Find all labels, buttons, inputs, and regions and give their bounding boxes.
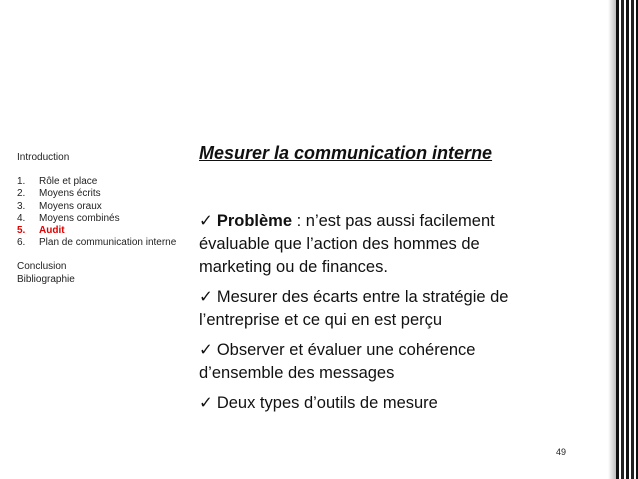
- toc-item-number: 5.: [17, 225, 26, 237]
- bullet-list: [199, 210, 549, 422]
- decorative-right-border: [616, 0, 638, 479]
- page-number: 49: [556, 447, 567, 457]
- toc-item-label: Audit: [39, 225, 65, 237]
- toc-item-label: Moyens écrits: [39, 188, 101, 200]
- toc-item-plan: [17, 237, 177, 249]
- checkmark-icon: ✓: [199, 341, 213, 359]
- toc-bibliography: Bibliographie: [17, 273, 75, 285]
- toc-item-number: 1.: [17, 176, 26, 188]
- bullet-text: Observer et évaluer une cohérence d’ensemble des messages: [199, 341, 476, 382]
- checkmark-icon: ✓: [199, 212, 213, 230]
- checkmark-icon: ✓: [199, 394, 213, 412]
- bullet-text: Deux types d’outils de mesure: [216, 394, 438, 412]
- slide-title: Mesurer la communication interne: [199, 143, 493, 163]
- bullet-text: : n’est pas aussi facilement évaluable que l’action des hommes de marketing ou de finances.: [199, 212, 495, 276]
- toc-item-number: 6.: [17, 237, 26, 249]
- toc-item-label: Rôle et place: [39, 176, 98, 188]
- toc-item-written: [17, 188, 177, 200]
- toc-item-number: 2.: [17, 188, 26, 200]
- toc-item-label: Plan de communication interne: [39, 237, 177, 249]
- table-of-contents: [17, 152, 177, 286]
- bullet-item: [199, 286, 549, 332]
- bullet-text: Mesurer des écarts entre la stratégie de l’entreprise et ce qui en est perçu: [199, 288, 509, 329]
- toc-item-oral: [17, 201, 177, 213]
- toc-item-number: 4.: [17, 212, 26, 224]
- toc-conclusion: Conclusion: [17, 261, 67, 273]
- bullet-item: [199, 392, 549, 415]
- toc-item-combined: [17, 213, 177, 225]
- checkmark-icon: ✓: [199, 288, 213, 306]
- toc-item-label: Moyens oraux: [39, 200, 102, 212]
- bullet-item: [199, 210, 549, 279]
- toc-item-role: [17, 176, 177, 188]
- bullet-item: [199, 339, 549, 385]
- toc-item-label: Moyens combinés: [39, 212, 120, 224]
- toc-item-number: 3.: [17, 200, 26, 212]
- toc-item-audit-active: [17, 225, 177, 237]
- toc-introduction: Introduction: [17, 152, 70, 163]
- bullet-strong-text: Problème: [216, 212, 293, 230]
